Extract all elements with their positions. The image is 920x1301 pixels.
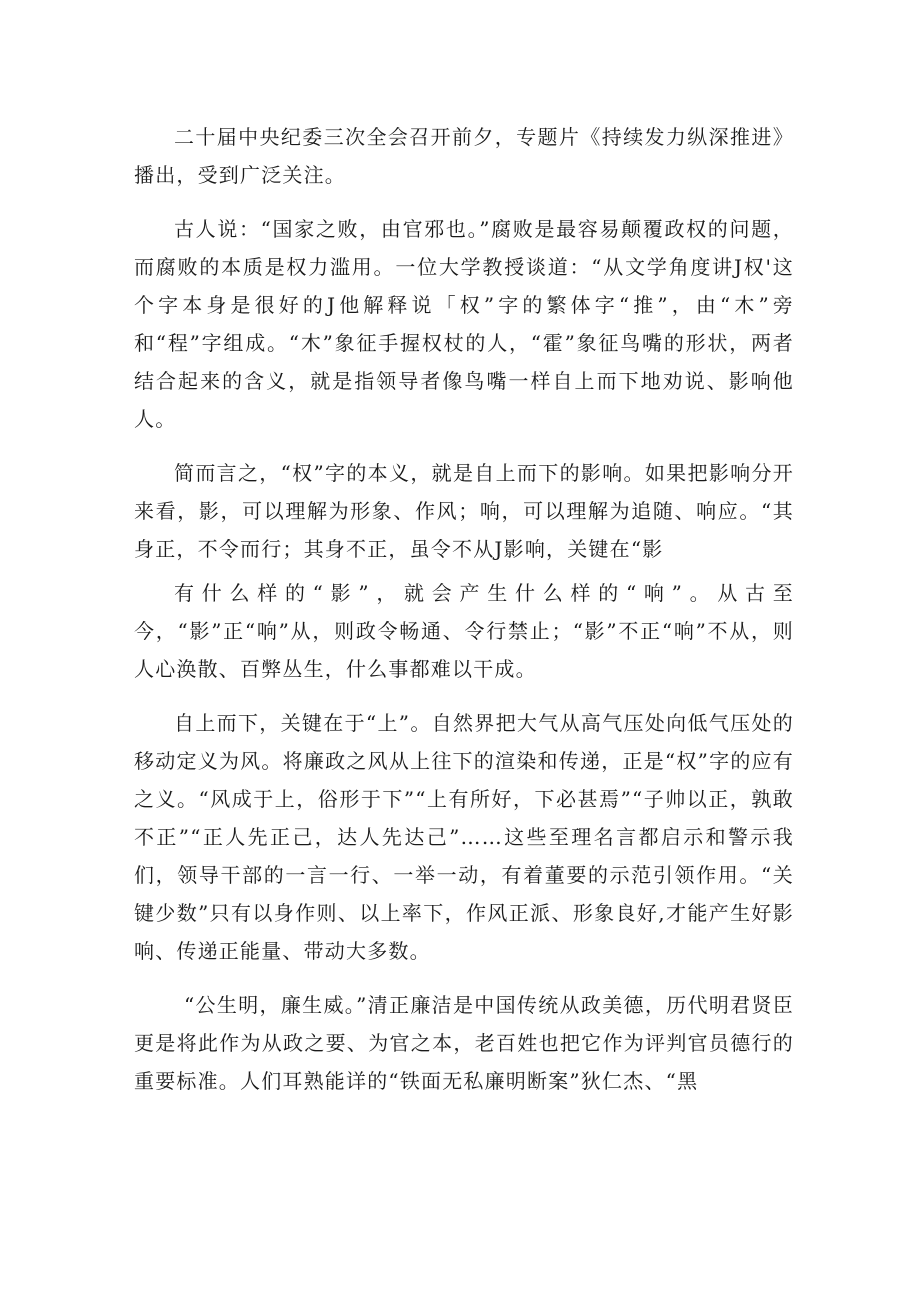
paragraph-quan-meaning: 古人说：“国家之败，由官邪也。”腐败是最容易颠覆政权的问题，而腐败的本质是权力滥用。一位大学教授谈道：“从文学角度讲J权'这个字本身是很好的J他解释说「权”字的繁体字“推”，由“木”旁和“程”字组成。“木”象征手握权杖的人，“霍”象征鸟嘴的形状，两者结合起来的含义，就是指领导者像鸟嘴一样自上而下地劝说、影响他人。 xyxy=(134,217,794,431)
paragraph-intro: 二十届中央纪委三次全会召开前夕，专题片《持续发力纵深推进》播出，受到广泛关注。 xyxy=(134,125,794,187)
paragraph-integrity: “公生明，廉生威。”清正廉洁是中国传统从政美德，历代明君贤臣更是将此作为从政之要、为官之本，老百姓也把它作为评判官员德行的重要标准。人们耳熟能详的“铁面无私廉明断案”狄仁杰、“黑 xyxy=(134,993,794,1093)
paragraph-influence: 简而言之，“权”字的本义，就是自上而下的影响。如果把影响分开来看，影，可以理解为形象、作风；响，可以理解为追随、响应。“其身正，不令而行；其身不正，虽令不从J影响，关键在“影 xyxy=(134,461,794,561)
paragraph-top-down: 自上而下，关键在于“上”。自然界把大气从高气压处向低气压处的移动定义为风。将廉政之风从上往下的渲染和传递，正是“权”字的应有之义。“风成于上，俗形于下”“上有所好，下必甚焉”“子帅以正，孰敢不正”“正人先正己，达人先达己”……这些至理名言都启示和警示我们，领导干部的一言一行、一举一动，有着董要的示范引领作用。“关键少数”只有以身作则、以上率下，作风正派、形象良好,才能产生好影响、传递正能量、带动大多数。 xyxy=(134,711,794,963)
paragraph-shadow-echo: 有什么样的“影”，就会产生什么样的“响”。从古至今，“影”正“响”从，则政令畅通、令行禁止；“影”不正“响”不从，则人心涣散、百弊丛生，什么事都难以干成。 xyxy=(134,581,794,681)
document-body xyxy=(134,118,794,1116)
